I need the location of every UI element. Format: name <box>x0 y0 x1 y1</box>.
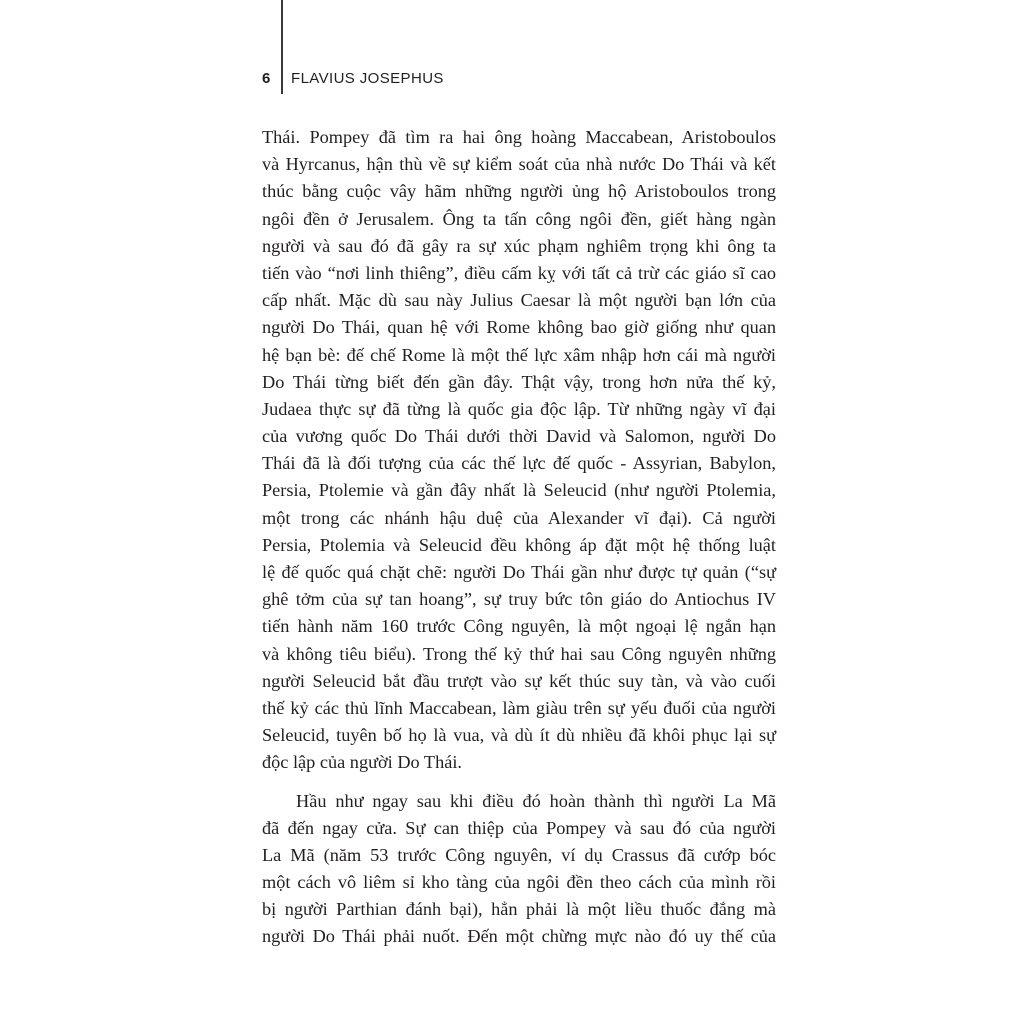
text-line: ngôi đền ở Jerusalem. Ông ta tấn công ngôi đền, giết hàng ngàn <box>262 208 776 229</box>
page-number: 6 <box>262 70 271 87</box>
text-line: và không tiêu biểu). Trong thế kỷ thứ hai sau Công nguyên những <box>262 643 776 664</box>
text-line: và Hyrcanus, hận thù về sự kiểm soát của nhà nước Do Thái và kết <box>262 154 776 175</box>
text-line: Persia, Ptolemie và gần đây nhất là Seleucid (như người Ptolemia, <box>262 480 776 501</box>
text-line: bị người Parthian đánh bại), hẳn phải là một liều thuốc đắng mà <box>262 899 776 920</box>
text-line: tiến hành năm 160 trước Công nguyên, là một ngoại lệ ngắn hạn <box>262 616 776 637</box>
paragraph-1 <box>262 124 776 777</box>
text-line: người Seleucid bắt đầu trượt vào sự kết thúc suy tàn, và vào cuối <box>262 670 776 691</box>
text-line: người Do Thái, quan hệ với Rome không bao giờ giống như quan <box>262 317 776 338</box>
text-line: La Mã (năm 53 trước Công nguyên, ví dụ Crassus đã cướp bóc <box>262 844 776 865</box>
text-line: người và sau đó đã gây ra sự xúc phạm nghiêm trọng khi ông ta <box>262 235 776 256</box>
body-text <box>262 124 776 951</box>
text-line: đã đến ngay cửa. Sự can thiệp của Pompey và sau đó của người <box>262 817 776 838</box>
text-line: một cách vô liêm sỉ kho tàng của ngôi đền theo cách của mình rồi <box>262 872 776 893</box>
text-line: lệ đế quốc quá chặt chẽ: người Do Thái gần như được tự quản (“sự <box>262 562 776 582</box>
text-line: độc lập của người Do Thái. <box>262 752 462 773</box>
text-line: người Do Thái phải nuốt. Đến một chừng mực nào đó uy thế của <box>262 926 776 947</box>
text-line: Judaea thực sự đã từng là quốc gia độc lập. Từ những ngày vĩ đại <box>262 398 776 419</box>
text-line: Thái đã là đối tượng của các thế lực đế quốc - Assyrian, Babylon, <box>262 453 776 474</box>
text-line: Hầu như ngay sau khi điều đó hoàn thành thì người La Mã <box>296 790 776 811</box>
text-line: tiến vào “nơi linh thiêng”, điều cấm kỵ với tất cả trừ các giáo sĩ cao <box>262 262 776 283</box>
running-head-title: FLAVIUS JOSEPHUS <box>291 70 444 87</box>
text-line: một trong các nhánh hậu duệ của Alexander vĩ đại). Cả người <box>262 507 776 528</box>
text-line: ghê tởm của sự tan hoang”, sự truy bức tôn giáo do Antiochus IV <box>262 589 776 610</box>
header-divider-line <box>281 0 283 94</box>
text-line: Do Thái từng biết đến gần đây. Thật vậy, trong hơn nửa thế kỷ, <box>262 371 776 392</box>
text-line: Seleucid, tuyên bố họ là vua, và dù ít dù nhiều đã khôi phục lại sự <box>262 725 776 746</box>
text-line: của vương quốc Do Thái dưới thời David và Salomon, người Do <box>262 426 776 447</box>
paragraph-2 <box>262 788 776 951</box>
text-line: thế kỷ các thủ lĩnh Maccabean, làm giàu trên sự yếu đuối của người <box>262 697 776 718</box>
text-line: Thái. Pompey đã tìm ra hai ông hoàng Maccabean, Aristoboulos <box>262 127 776 147</box>
paragraph-spacing <box>262 777 776 788</box>
text-line: thúc bằng cuộc vây hãm những người ủng hộ Aristoboulos trong <box>262 181 776 202</box>
text-line: cấp nhất. Mặc dù sau này Julius Caesar là một người bạn lớn của <box>262 290 776 311</box>
text-line: Persia, Ptolemia và Seleucid đều không áp đặt một hệ thống luật <box>262 534 776 555</box>
text-line: hệ bạn bè: đế chế Rome là một thế lực xâm nhập hơn cái mà người <box>262 344 776 365</box>
